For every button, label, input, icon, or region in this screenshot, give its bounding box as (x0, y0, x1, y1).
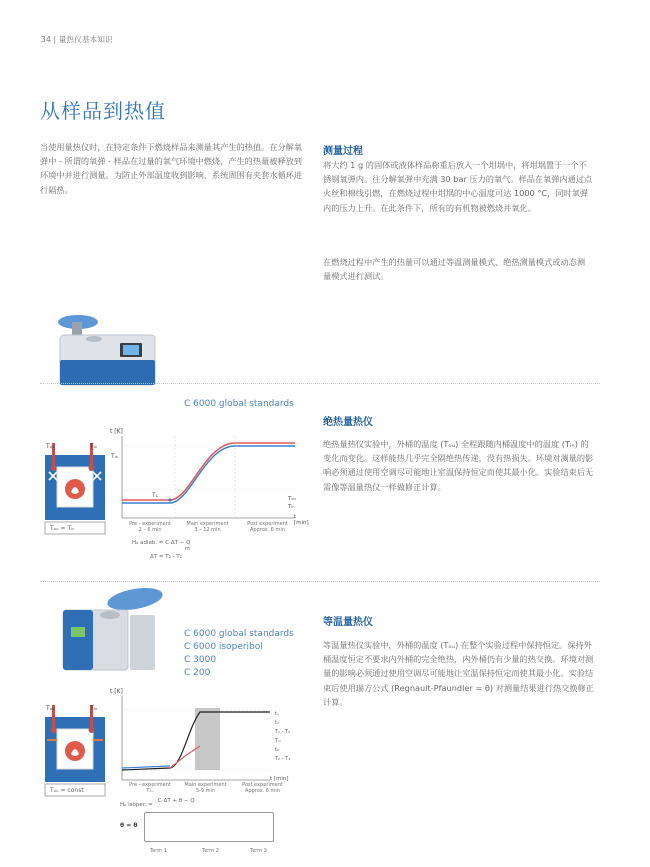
adiabatic-phase-3: Post experiment Approx. 6 min (247, 521, 288, 533)
adiabatic-formula-1-den: m (185, 546, 190, 552)
adiabatic-heading: 绝热量热仪 (323, 417, 373, 428)
adiabatic-model: C 6000 global standards (184, 399, 294, 409)
section-divider-2 (40, 581, 600, 582)
measurement-paragraph-1: 将大约 1 g 的固体或液体样品称重后放入一个坩埚中，将坩埚置于一个不锈钢氧弹内。往分解氧弹中充满 30 bar 压力的氧气。样品在氧弹内通过点火丝和棉线引燃，在燃烧过程中坩埚的中心温度可达 1000 °C，同时氧弹内的压力上升。在此条件下，所有的有机物被燃烧并氧化。 (323, 160, 593, 213)
isothermal-phase-2: Main experiment 5-9 min (184, 782, 227, 794)
adiabatic-chart (110, 428, 310, 563)
isothermal-formula-box (144, 812, 274, 842)
isothermal-heading: 等温量热仪 (323, 617, 373, 628)
isothermal-phase-3: Post experiment Approx. 6 min (242, 782, 283, 794)
adiabatic-y-label: t [K] (110, 428, 123, 435)
page-header: 34 | 量热仪基本知识 (41, 35, 113, 44)
adiabatic-tout-right: Tₒᵤ (288, 496, 296, 502)
measurement-paragraph-2: 在燃烧过程中产生的热量可以通过等温测量模式、绝热测量模式或动态测量模式进行测试。 (323, 257, 586, 282)
adiabatic-schematic (44, 440, 106, 540)
adiabatic-tin-axis: Tᵢₙ (111, 453, 119, 460)
measurement-heading: 测量过程 (323, 146, 363, 157)
adiabatic-x-label: t [min] (294, 514, 309, 526)
isothermal-right-labels: tₒ t₁ T₁ - T₂ Tₘ t₂ T₂ - T₃ (275, 711, 291, 762)
adiabatic-formula-1: Hₒ adiab. = C·ΔT − Q (132, 540, 191, 546)
isothermal-term-3: Term 3 (250, 848, 267, 854)
adiabatic-equality: Tₒᵤ = Tᵢₙ (50, 525, 75, 532)
isothermal-models (184, 628, 294, 680)
intro-paragraph: 当使用量热仪时，在特定条件下燃烧样品来测量其产生的热值。在分解氧弹中 - 所谓的氧弹 - 样品在过量的氧气环境中燃烧，产生的热量被释放到环境中并进行测量。为防止外部温度收到影响，系统周围有夹套水循环进行隔热。 (40, 142, 303, 195)
isothermal-equality: Tₒᵤ = const (50, 787, 84, 794)
isothermal-model-1: C 6000 global standards (184, 629, 294, 639)
isothermal-y-label: t [K] (110, 688, 123, 695)
isothermal-schematic (44, 702, 106, 802)
adiabatic-formula-2: ΔT = T₂ - T₁ (150, 554, 182, 560)
adiabatic-t1-label: T₁ (152, 492, 159, 499)
adiabatic-phase-2: Main experiment 3 – 12 min (186, 521, 229, 533)
adiabatic-tin-label: Tᵢₙ (90, 443, 98, 450)
page-title: 从样品到热值 (40, 99, 166, 123)
isothermal-model-4: C 200 (184, 668, 211, 678)
adiabatic-tout-label: Tₒᵤ (46, 443, 55, 450)
adiabatic-paragraph: 绝热量热仪实验中，外桶的温度 (Tₒᵤ) 全程跟随内桶温度中的温度 (Tᵢₙ) 的变化而变化。这样能热几乎完全隔绝热传递，没有热损失。环境对测量的影响必须通过使用空调尽可能地让室温保持恒定而使其最小化。实验结束后无需像等温量热仪一样做修正计算。 (323, 439, 594, 492)
isothermal-tin-label: Tᵢₙ (90, 705, 98, 712)
isothermal-formula-top: Hₒ isoper. = (120, 802, 153, 808)
adiabatic-phase-1: Pre - experiment 2 – 6 min (129, 521, 171, 533)
isoperibol-device-image (55, 585, 170, 675)
isothermal-formula-main: θ = θ (120, 822, 138, 829)
adiabatic-tm-right: Tᵢₙ (288, 504, 295, 510)
isothermal-term-2: Term 2 (202, 848, 219, 854)
isothermal-term-1: Term 1 (150, 848, 167, 854)
calorimeter-device-image (50, 305, 170, 390)
isothermal-model-3: C 3000 (184, 655, 217, 665)
isothermal-formula-num: C·ΔT + θ − Q (158, 798, 195, 804)
isothermal-paragraph: 等温量热仪实验中，外桶的温度 (Tₒᵤ) 在整个实验过程中保持恒定。保持外桶温度恒定不要求内外桶的完全绝热，内外桶仍有少量的热交换。环境对测量的影响必须通过使用空调尽可能地让室温保持恒定而使其最小化。实验结束后使用瑞方公式 (Regnault-Pfaundler = θ) 对测量结果进行热交换修正计算。 (323, 640, 594, 707)
isothermal-tout-label: Tₒᵤ (46, 705, 55, 712)
isothermal-phase-1: Pre - experiment Tₒᵤ (129, 782, 171, 794)
section-divider-1 (40, 383, 600, 384)
isothermal-model-2: C 6000 isoperibol (184, 642, 263, 652)
isothermal-x-label: t [min] (270, 776, 289, 782)
isothermal-chart (110, 688, 310, 863)
